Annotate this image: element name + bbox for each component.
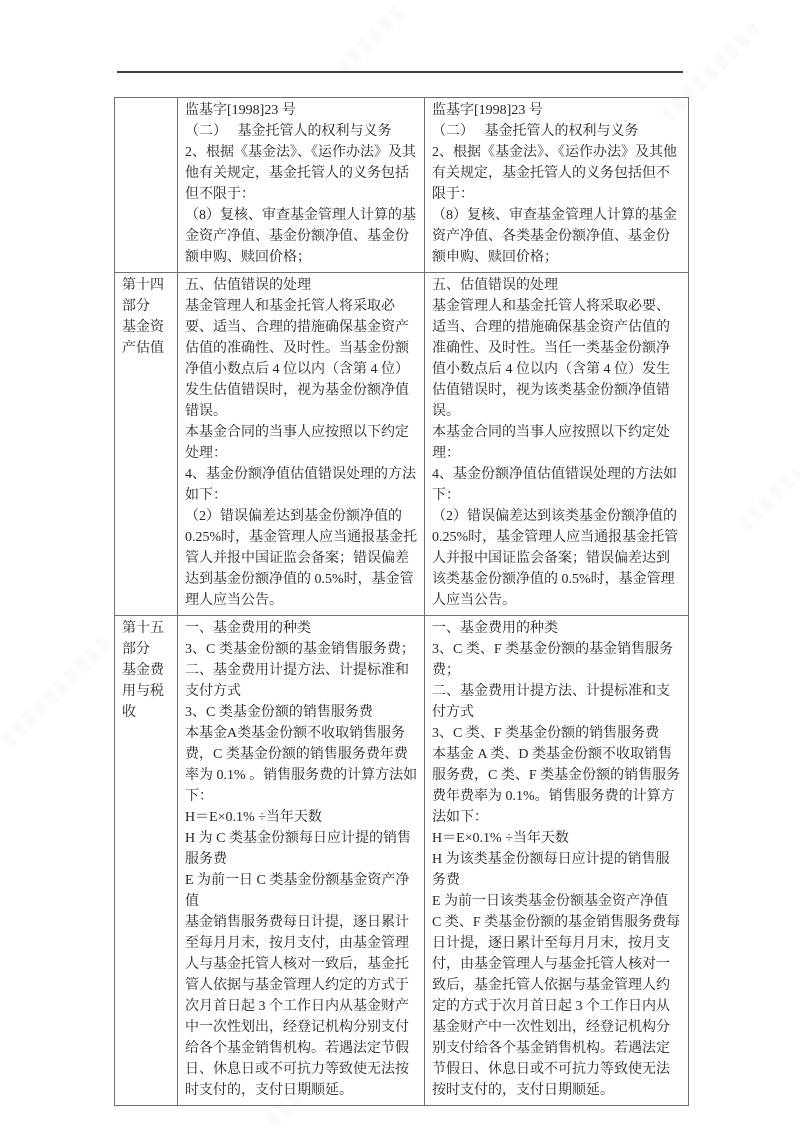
- table-row: [115, 616, 689, 1106]
- paragraph: 二、基金费用计提方法、计提标准和支付方式: [432, 684, 670, 720]
- section-cell: [115, 273, 178, 616]
- old-version-cell: [178, 273, 425, 616]
- paragraph: 2、根据《基金法》、《运作办法》及其他有关规定，基金托管人的义务包括但不限于：: [185, 145, 416, 202]
- paragraph: 基金管理人和基金托管人将采取必要、适当、合理的措施确保基金资产估值的准确性、及时性。当基金份额净值小数点后 4 位以内（含第 4 位）发生估值错误时，视为基金份额净值错误。: [185, 299, 409, 419]
- paragraph: H＝E×0.1% ÷当年天数: [185, 810, 322, 825]
- paragraph: （二） 基金托管人的权利与义务: [185, 124, 392, 139]
- new-version-cell: [425, 98, 689, 273]
- section-cell: [115, 98, 178, 273]
- table-row: [115, 273, 689, 616]
- paragraph: H＝E×0.1% ÷当年天数: [432, 831, 569, 846]
- paragraph: 3、C 类、F 类基金份额的销售服务费: [432, 726, 660, 741]
- watermark-fragment: [0, 631, 117, 748]
- paragraph: 基金销售服务费每日计提，逐日累计至每月月末，按月支付，由基金管理人与基金托管人核对一致后，基金托管人依据与基金管理人约定的方式于次月首日起 3 个工作日内从基金财产中一次性划出，经登记机构分别支付给各个基金销售机构。若遇法定节假日、休息日或不可抗力等致使无法按时支付的，支付日期顺延。: [185, 915, 409, 1098]
- paragraph: E 为前一日该类基金份额基金资产净值: [432, 894, 669, 909]
- paragraph: 3、C 类基金份额的销售服务费: [185, 705, 373, 720]
- section-number: 第十四部分: [122, 278, 164, 314]
- paragraph: 五、估值错误的处理: [185, 278, 311, 293]
- new-version-cell: [425, 616, 689, 1106]
- table-row: [115, 98, 689, 273]
- new-version-cell: [425, 273, 689, 616]
- paragraph: 3、C 类、F 类基金份额的基金销售服务费；: [432, 642, 674, 678]
- paragraph: 监基字[1998]23 号: [432, 103, 543, 118]
- paragraph: （8）复核、审查基金管理人计算的基金资产净值、各类基金份额净值、基金份额申购、赎回价格；: [432, 208, 677, 265]
- paragraph: 本基金 A 类、D 类基金份额不收取销售服务费，C 类、F 类基金份额的销售服务费年费率为 0.1%。销售服务费的计算方法如下：: [432, 747, 681, 825]
- contract-comparison-table: [114, 97, 689, 1106]
- paragraph: 本基金A类基金份额不收取销售服务费，C 类基金份额的销售服务费年费率为 0.1% 。销售服务费的计算方法如下：: [185, 726, 418, 804]
- paragraph: 2、根据《基金法》、《运作办法》及其他有关规定，基金托管人的义务包括但不限于：: [432, 145, 677, 202]
- paragraph: 一、基金费用的种类: [185, 621, 311, 636]
- paragraph: 一、基金费用的种类: [432, 621, 558, 636]
- paragraph: 二、基金费用计提方法、计提标准和支付方式: [185, 663, 409, 699]
- watermark-fragment: [736, 466, 800, 534]
- paragraph: 4、基金份额净值估值错误处理的方法如下：: [185, 467, 416, 503]
- page-header-rule: [117, 71, 683, 73]
- paragraph: 本基金合同的当事人应按照以下约定处理：: [185, 425, 409, 461]
- paragraph: 4、基金份额净值估值错误处理的方法如下：: [432, 467, 677, 503]
- paragraph: C 类、F 类基金份额的基金销售服务费每日计提，逐日累计至每月月末，按月支付，由基金管理人与基金托管人核对一致后，基金托管人依据与基金管理人约定的方式于次月首日起 3 个工作日内从基金财产中一次性划出，经登记机构分别支付给各个基金销售机构。若遇法定节假日、休息日或不可抗力等致使无法按时支付的，支付日期顺延。: [432, 915, 681, 1098]
- section-number: 第十五部分: [122, 621, 164, 657]
- paragraph: 基金管理人和基金托管人将采取必要、适当、合理的措施确保基金资产估值的准确性、及时性。当任一类基金份额净值小数点后 4 位以内（含第 4 位）发生估值错误时，视为该类基金份额净值错误。: [432, 299, 670, 419]
- paragraph: （二） 基金托管人的权利与义务: [432, 124, 639, 139]
- paragraph: 五、估值错误的处理: [432, 278, 558, 293]
- paragraph: E 为前一日 C 类基金份额基金资产净值: [185, 873, 410, 909]
- old-version-cell: [178, 616, 425, 1106]
- paragraph: 监基字[1998]23 号: [185, 103, 296, 118]
- paragraph: 3、C 类基金份额的基金销售服务费；: [185, 642, 415, 657]
- watermark-fragment: [334, 1, 409, 76]
- paragraph: （8）复核、审查基金管理人计算的基金资产净值、基金份额净值、基金份额申购、赎回价格；: [185, 208, 416, 265]
- old-version-cell: [178, 98, 425, 273]
- paragraph: （2）错误偏差达到该类基金份额净值的 0.25%时，基金管理人应当通报基金托管人并报中国证监会备案；错误偏差达到该类基金份额净值的 0.5%时，基金管理人应当公告。: [432, 509, 681, 608]
- section-title: 基金资产估值: [122, 320, 164, 356]
- section-title: 基金费用与税收: [122, 663, 164, 720]
- paragraph: H 为该类基金份额每日应计提的销售服务费: [432, 852, 670, 888]
- section-cell: [115, 616, 178, 1106]
- paragraph: H 为 C 类基金份额每日应计提的销售服务费: [185, 831, 411, 867]
- paragraph: 本基金合同的当事人应按照以下约定处理：: [432, 425, 670, 461]
- paragraph: （2）错误偏差达到基金份额净值的 0.25%时，基金管理人应当通报基金托管人并报中国证监会备案；错误偏差达到基金份额净值的 0.5%时，基金管理人应当公告。: [185, 509, 418, 608]
